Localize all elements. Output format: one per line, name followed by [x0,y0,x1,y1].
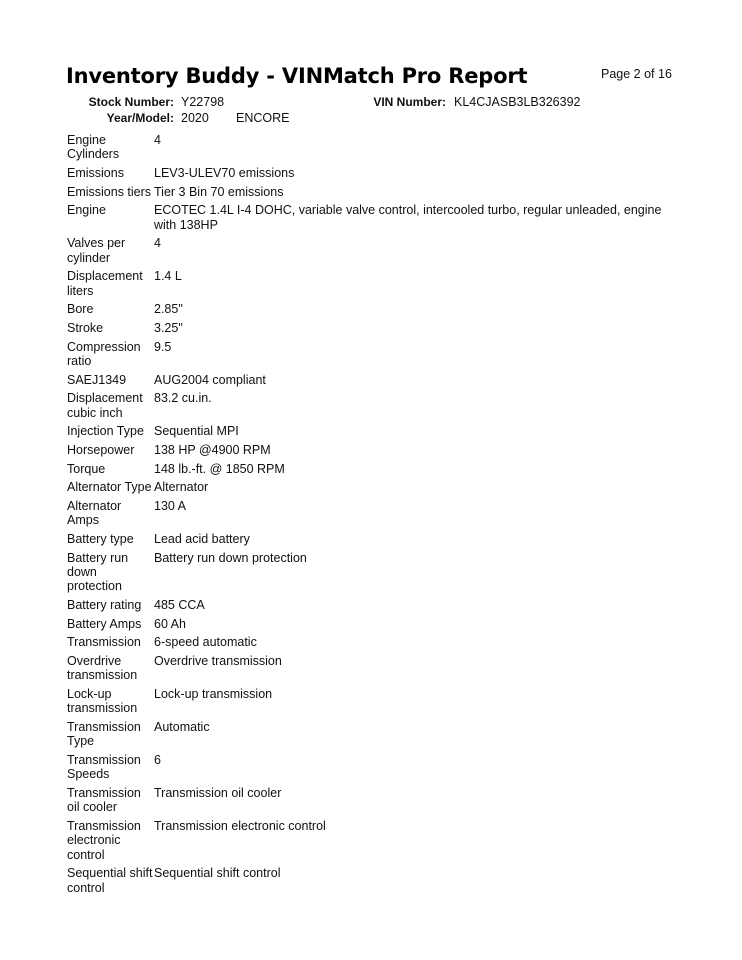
spec-row [67,720,687,749]
spec-row [67,462,687,476]
spec-value: 4 [154,133,161,147]
spec-label: Transmission electronic control [67,819,141,862]
spec-label: Valves per cylinder [67,236,126,265]
spec-value: 6-speed automatic [154,635,257,650]
spec-row [67,753,687,782]
spec-label: Displacement liters [67,269,143,298]
spec-value: Alternator [154,480,209,495]
spec-row [67,321,687,335]
spec-value: Lead acid battery [154,532,250,547]
spec-value: Tier 3 Bin 70 emissions [154,184,284,199]
spec-value: Sequential MPI [154,424,239,439]
spec-label: Overdrive transmission [67,654,138,683]
vin-number-label: VIN Number: [373,95,446,109]
spec-row [67,424,687,438]
spec-value: 138 HP @4900 RPM [154,443,271,458]
spec-label: Battery run down protection [67,550,129,594]
spec-row [67,133,687,162]
spec-label: SAEJ1349 [67,372,127,387]
spec-label: Battery Amps [67,616,142,631]
spec-label: Engine Cylinders [67,133,120,162]
spec-value: 1.4 L [154,269,182,284]
year-value: 2020 [181,111,209,125]
spec-label: Displacement cubic inch [67,391,143,420]
stock-number-label: Stock Number: [88,95,174,109]
spec-row [67,532,687,546]
spec-row [67,866,687,895]
spec-row [67,340,687,369]
spec-row [67,617,687,631]
spec-label: Sequential shift control [67,866,153,895]
spec-label: Transmission Type [67,720,141,749]
spec-label: Emissions [67,165,124,180]
spec-row [67,373,687,387]
spec-label: Torque [67,461,106,476]
spec-value: 485 CCA [154,598,205,613]
spec-label: Alternator Amps [67,499,122,528]
spec-row [67,302,687,316]
spec-value: 148 lb.-ft. @ 1850 RPM [154,461,285,476]
spec-row [67,654,687,683]
spec-value: 6 [154,753,161,768]
spec-row [67,598,687,612]
spec-row [67,203,687,232]
spec-label: Engine [67,203,106,218]
spec-row [67,635,687,649]
spec-row [67,185,687,199]
spec-row [67,236,687,265]
spec-label: Transmission [67,635,141,650]
spec-label: Transmission oil cooler [67,786,141,815]
spec-value: ECOTEC 1.4L I-4 DOHC, variable valve control, intercooled turbo, regular unleaded, engine with 138HP [154,203,662,232]
spec-row [67,166,687,180]
spec-value: 3.25" [154,321,183,335]
spec-value: 83.2 cu.in. [154,391,212,406]
spec-row [67,687,687,716]
spec-value: 130 A [154,499,186,514]
spec-value: Overdrive transmission [154,654,282,669]
spec-value: 9.5 [154,339,172,354]
spec-label: Alternator Type [67,480,152,495]
model-value: ENCORE [236,111,290,125]
spec-label: Stroke [67,321,104,335]
year-model-label: Year/Model: [106,111,174,125]
report-title: Inventory Buddy - VINMatch Pro Report [66,64,528,88]
spec-value: 4 [154,236,161,251]
spec-label: Lock-up transmission [67,687,138,716]
spec-value: Battery run down protection [154,550,307,565]
spec-row [67,269,687,298]
spec-row [67,551,687,594]
spec-row [67,480,687,494]
spec-label: Emissions tiers [67,184,152,199]
spec-label: Injection Type [67,424,144,439]
stock-number-value: Y22798 [181,95,225,109]
spec-label: Compression ratio [67,339,141,368]
spec-value: 60 Ah [154,616,186,631]
spec-row [67,391,687,420]
spec-value: Sequential shift control [154,866,281,881]
spec-value: LEV3-ULEV70 emissions [154,165,295,180]
spec-row [67,819,687,862]
spec-label: Transmission Speeds [67,753,141,782]
spec-label: Battery rating [67,598,142,613]
spec-value: 2.85" [154,302,183,317]
spec-value: Automatic [154,720,210,735]
spec-row [67,499,687,528]
spec-label: Bore [67,302,94,317]
spec-value: AUG2004 compliant [154,372,266,387]
spec-list [67,133,687,899]
spec-row [67,443,687,457]
page-number: Page 2 of 16 [601,67,672,81]
spec-row [67,786,687,815]
spec-label: Battery type [67,532,134,547]
spec-value: Lock-up transmission [154,687,273,702]
spec-label: Horsepower [67,443,135,458]
spec-value: Transmission electronic control [154,819,326,834]
vin-number-value: KL4CJASB3LB326392 [454,95,581,109]
spec-value: Transmission oil cooler [154,786,282,801]
